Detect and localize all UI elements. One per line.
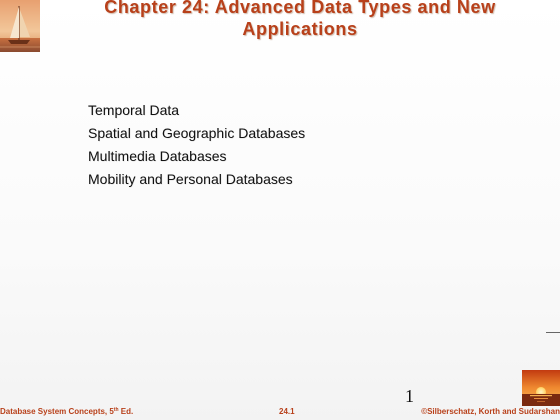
list-item: Temporal Data	[88, 102, 180, 118]
edge-mark	[546, 332, 560, 333]
list-item: Mobility and Personal Databases	[88, 171, 293, 187]
page-number: 1	[405, 386, 414, 406]
sailboat-sunset-icon	[0, 0, 40, 52]
bullet-list	[88, 99, 305, 191]
list-item: Multimedia Databases	[88, 148, 227, 164]
slide-title: Chapter 24: Advanced Data Types and New Applications	[104, 0, 496, 39]
sunset-landscape-icon	[522, 370, 560, 406]
footer-slide-number: 24.1	[279, 407, 295, 416]
footer-copyright: ©Silberschatz, Korth and Sudarshan	[421, 407, 560, 416]
footer-book-title: Database System Concepts, 5th Ed.	[0, 407, 134, 416]
list-item: Spatial and Geographic Databases	[88, 125, 306, 141]
footer	[0, 402, 560, 420]
